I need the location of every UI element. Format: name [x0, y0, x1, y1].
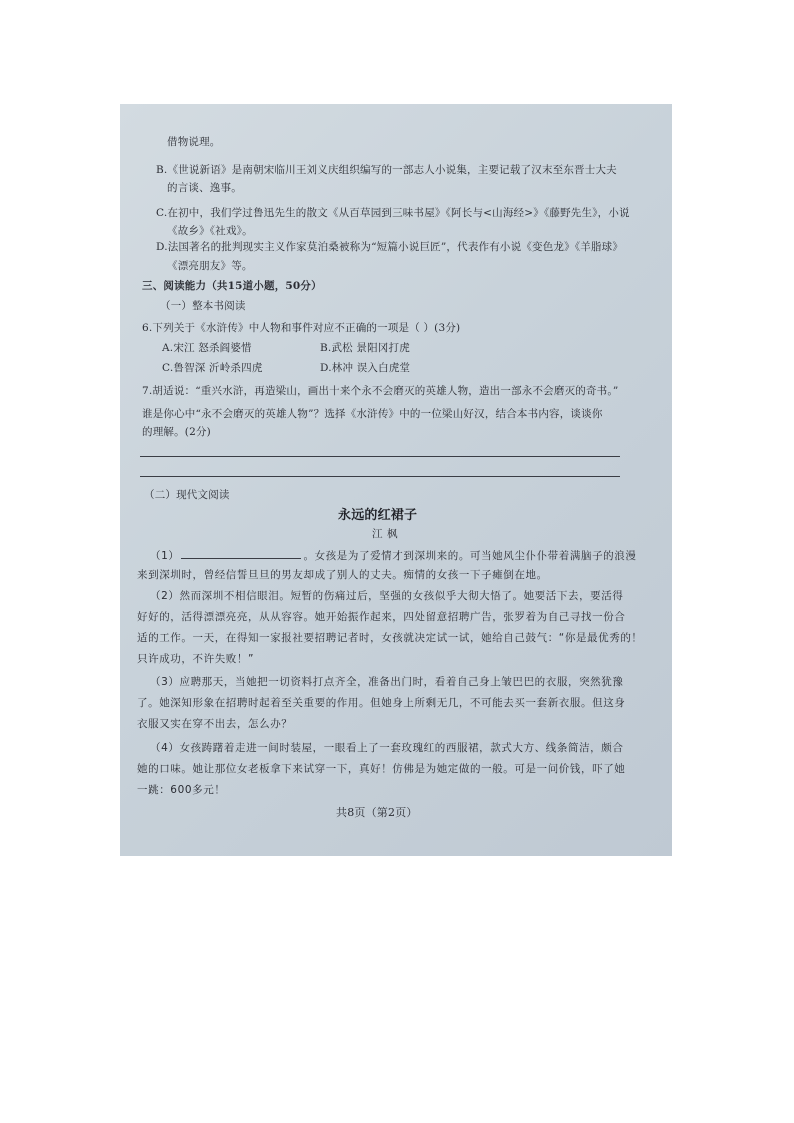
paragraph-2-line1: （2）然而深圳不相信眼泪。短暂的伤痛过后，坚强的女孩似乎大彻大悟了。她要活下去，要活得	[150, 590, 624, 602]
option-d-line1: D.法国著名的批判现实主义作家莫泊桑被称为“短篇小说巨匠”，代表作有小说《变色龙》《羊脂球》	[156, 241, 624, 253]
fill-in-blank	[181, 548, 301, 559]
option-d-line2: 《漂亮朋友》等。	[167, 260, 253, 272]
paragraph-4-line3: 一跳：600多元！	[137, 784, 226, 796]
paragraph-text: 。女孩是为了爱情才到深圳来的。可当她风尘仆仆带着满脑子的浪漫	[303, 550, 637, 562]
question-7-line2: 谁是你心中“永不会磨灭的英雄人物”？选择《水浒传》中的一位梁山好汉，结合本书内容，谈谈你	[142, 408, 603, 420]
subsection-heading: （二）现代文阅读	[144, 489, 230, 501]
paragraph-2-line3: 适的工作。一天，在得知一家报社要招聘记者时，女孩就决定试一试，她给自己鼓气：“你是最优秀的！	[137, 632, 643, 644]
answer-line	[140, 476, 620, 477]
paragraph-4-line2: 她的口味。她让那位女老板拿下来试穿一下，真好！仿佛是为她定做的一般。可是一问价钱，吓了她	[137, 763, 626, 775]
option-c-line2: 《故乡》《社戏》。	[167, 225, 253, 237]
text-line: 借物说理。	[167, 136, 221, 148]
paragraph-2-line2: 好好的，活得漂漂亮亮，从从容容。她开始振作起来，四处留意招聘广告，张罗着为自己寻找一份合	[137, 611, 626, 623]
paragraph-3-line1: （3）应聘那天，当她把一切资料打点齐全，准备出门时，看着自己身上皱巴巴的衣服，突然犹豫	[150, 676, 624, 688]
answer-line	[140, 456, 620, 457]
question-6: 6.下列关于《水浒传》中人物和事件对应不正确的一项是（ ）(3分)	[142, 322, 461, 334]
question-7-line1: 7.胡适说：“重兴水浒，再造梁山，画出十来个永不会磨灭的英雄人物，造出一部永不会磨灭的奇书。”	[142, 385, 619, 397]
paragraph-4-line1: （4）女孩踌躇着走进一间时装屋，一眼看上了一套玫瑰红的西服裙，款式大方、线条简洁，颇合	[150, 742, 624, 754]
paragraph-2-line4: 只许成功，不许失败！”	[137, 653, 255, 665]
choice-d: D.林冲 误入白虎堂	[320, 362, 411, 374]
paragraph-number: （1）	[150, 550, 180, 562]
paragraph-1-line1	[150, 548, 636, 563]
paragraph-3-line3: 衣服又实在穿不出去，怎么办？	[137, 718, 293, 730]
story-author: 江 枫	[372, 528, 399, 540]
option-c-line1: C.在初中，我们学过鲁迅先生的散文《从百草园到三味书屋》《阿长与<山海经>》《藤野先生》，小说	[156, 207, 630, 219]
section-heading: 三、阅读能力（共15道小题，50分）	[142, 280, 322, 292]
story-title: 永远的红裙子	[338, 508, 418, 523]
paragraph-1-line2: 来到深圳时，曾经信誓旦旦的男友却成了别人的丈夫。痴情的女孩一下子瘫倒在地。	[137, 569, 548, 581]
question-7-line3: 的理解。(2分)	[142, 426, 211, 438]
option-b-line1: B.《世说新语》是南朝宋临川王刘义庆组织编写的一部志人小说集，主要记载了汉末至东晋士大夫	[156, 164, 617, 176]
page-footer: 共8页（第2页）	[336, 806, 418, 819]
subsection-heading: （一）整本书阅读	[160, 300, 246, 312]
choice-a: A.宋江 怒杀阎婆惜	[162, 342, 252, 354]
choice-c: C.鲁智深 沂岭杀四虎	[162, 362, 263, 374]
scanned-page-photo	[120, 104, 672, 856]
option-b-line2: 的言谈、逸事。	[167, 182, 242, 194]
paragraph-3-line2: 了。她深知形象在招聘时起着至关重要的作用。但她身上所剩无几，不可能去买一套新衣服。但这身	[137, 697, 626, 709]
choice-b: B.武松 景阳冈打虎	[320, 342, 410, 354]
